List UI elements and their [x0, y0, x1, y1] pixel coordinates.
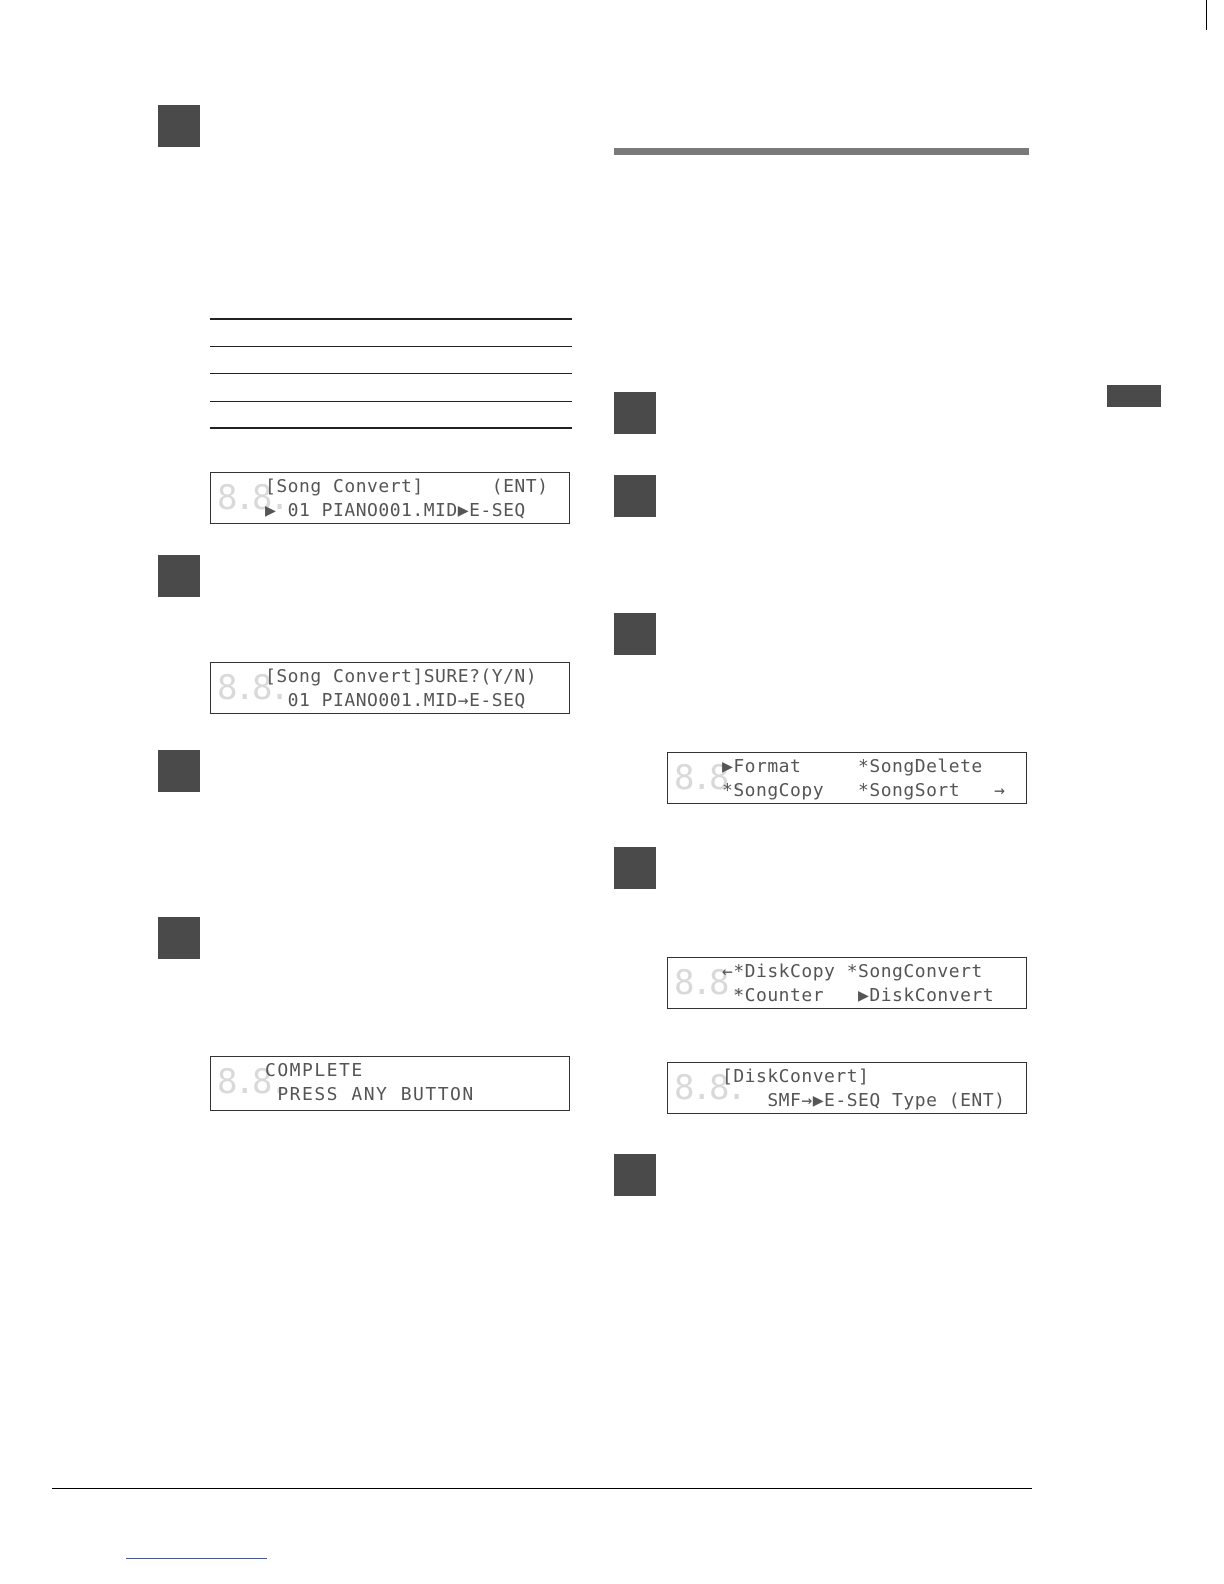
footer-link-underline[interactable] — [126, 1558, 267, 1559]
lcd-display — [667, 752, 1027, 804]
step-marker — [614, 475, 656, 517]
lcd-display — [210, 472, 570, 524]
lcd-line-1: [Song Convert]SURE?(Y/N) — [265, 666, 538, 687]
page-edge-line — [1206, 0, 1207, 30]
table-rule — [210, 346, 572, 347]
seven-segment-readout: 8.8. — [217, 668, 287, 708]
lcd-line-2: ▶ 01 PIANO001.MID▶E-SEQ — [265, 500, 526, 521]
step-marker — [158, 555, 200, 597]
chapter-tab — [1107, 385, 1161, 407]
seven-segment-readout: 8.8. — [217, 1062, 287, 1102]
step-marker — [158, 750, 200, 792]
lcd-line-2: PRESS ANY BUTTON — [265, 1084, 475, 1105]
lcd-line-1: COMPLETE — [265, 1060, 364, 1081]
lcd-line-2: SMF→▶E-SEQ Type (ENT) — [722, 1090, 1006, 1111]
table-rule-bottom — [210, 427, 572, 429]
table-rule — [210, 401, 572, 402]
table-rule — [210, 373, 572, 374]
footer-rule — [52, 1488, 1032, 1489]
table-rule-top — [210, 318, 572, 320]
step-marker — [614, 392, 656, 434]
section-heading-bar — [614, 148, 1029, 155]
seven-segment-readout: 8.8. — [217, 478, 287, 518]
seven-segment-readout: 8.8. — [674, 1068, 744, 1108]
lcd-display — [210, 1056, 570, 1111]
step-marker — [158, 105, 200, 147]
step-marker — [614, 847, 656, 889]
lcd-line-2: *Counter ▶DiskConvert — [722, 985, 995, 1006]
lcd-display — [667, 957, 1027, 1009]
lcd-line-1: ▶Format *SongDelete — [722, 756, 983, 777]
lcd-line-1: [DiskConvert] — [722, 1066, 870, 1087]
step-marker — [158, 917, 200, 959]
lcd-line-2: *SongCopy *SongSort → — [722, 780, 1006, 801]
seven-segment-readout: 8.8. — [674, 963, 744, 1003]
seven-segment-readout: 8.8. — [674, 758, 744, 798]
lcd-line-1: ←*DiskCopy *SongConvert — [722, 961, 983, 982]
lcd-display — [210, 662, 570, 714]
step-marker — [614, 613, 656, 655]
lcd-line-2: 01 PIANO001.MID→E-SEQ — [265, 690, 526, 711]
step-marker — [614, 1154, 656, 1196]
lcd-display — [667, 1062, 1027, 1114]
lcd-line-1: [Song Convert] (ENT) — [265, 476, 549, 497]
